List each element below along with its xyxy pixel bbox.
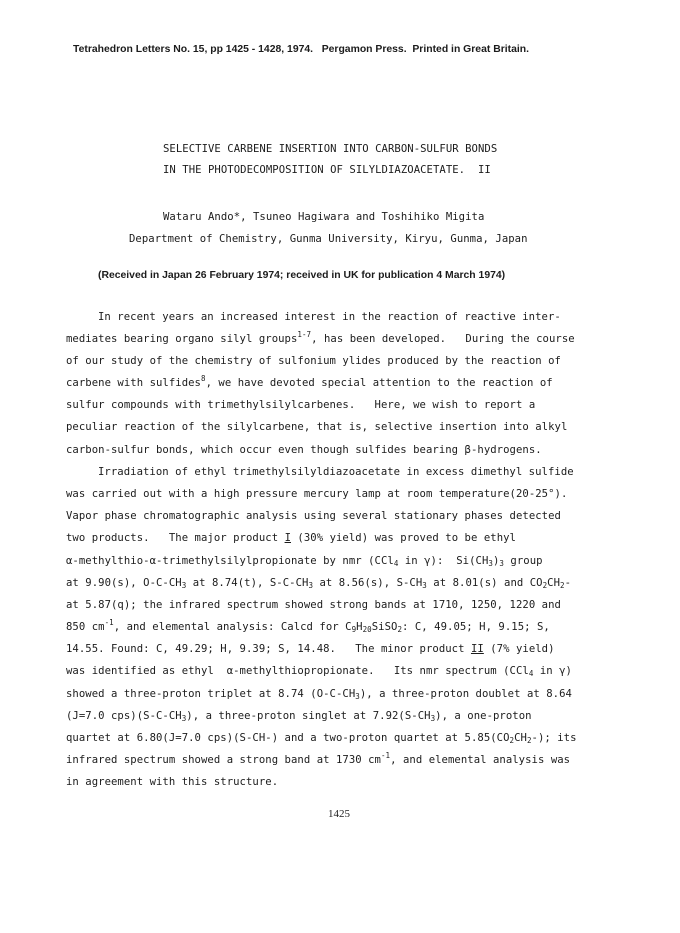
reference-superscript: 1-7 bbox=[297, 330, 312, 339]
title-line-2: IN THE PHOTODECOMPOSITION OF SILYLDIAZOACETATE. II bbox=[163, 164, 491, 176]
paragraph-2-line-5: α-methylthio-α-trimethylsilylpropionate by nmr (CCl$_4$ in γ): $Si(CH_3)_3$ group bbox=[66, 555, 543, 568]
paragraph-1-line-1: In recent years an increased interest in the reaction of reactive inter- bbox=[98, 311, 561, 323]
paragraph-1-line-2: mediates bearing organo silyl groups$^{1-7}$, has been developed. During the course bbox=[66, 330, 575, 345]
paragraph-2-line-8: 850 $cm^{-1}$, and elemental analysis: Calcd for $C_9H_{20}SiSO_2$: C, 49.05; H, 9.15; S, bbox=[66, 618, 550, 634]
paragraph-2-line-3: Vapor phase chromatographic analysis using several stationary phases detected bbox=[66, 510, 561, 522]
paragraph-2-line-4: two products. The major product I (30% yield) was proved to be ethyl bbox=[66, 532, 516, 544]
paragraph-2-line-13: quartet at 6.80(J=7.0 cps)(S-CH-) and a two-proton quartet at $5.85(CO_2CH_2-)$; its bbox=[66, 732, 577, 745]
author-names: Wataru Ando*, Tsuneo Hagiwara and Toshihiko Migita bbox=[163, 211, 485, 223]
journal-header: Tetrahedron Letters No. 15, pp 1425 - 1428, 1974. Pergamon Press. Printed in Great Britain. bbox=[73, 44, 530, 55]
paragraph-2-line-12: (J=7.0 $cps)(S-C-CH_3)$, a three-proton singlet at $7.92(S-CH_3)$, a one-proton bbox=[66, 710, 532, 723]
paragraph-2-line-1: Irradiation of ethyl trimethylsilyldiazoacetate in excess dimethyl sulfide bbox=[98, 466, 574, 478]
paragraph-1-line-5: sulfur compounds with trimethylsilylcarbenes. Here, we wish to report a bbox=[66, 399, 536, 411]
paragraph-1-line-6: peculiar reaction of the silylcarbene, that is, selective insertion into alkyl bbox=[66, 421, 568, 433]
paragraph-2-line-7: at 5.87(q); the infrared spectrum showed strong bands at 1710, 1250, 1220 and bbox=[66, 599, 561, 611]
paragraph-1-line-3: of our study of the chemistry of sulfonium ylides produced by the reaction of bbox=[66, 355, 561, 367]
paragraph-2-line-11: showed a three-proton triplet at 8.74 $(O-C-CH_3)$, a three-proton doublet at 8.64 bbox=[66, 688, 572, 701]
paragraph-1-line-7: carbon-sulfur bonds, which occur even though sulfides bearing β-hydrogens. bbox=[66, 444, 542, 456]
paragraph-2-line-15: in agreement with this structure. bbox=[66, 776, 279, 788]
paragraph-2-line-10: was identified as ethyl α-methylthiopropionate. Its nmr spectrum (CCl$_4$ in γ) bbox=[66, 665, 572, 678]
paragraph-2-line-9: 14.55. Found: C, 49.29; H, 9.39; S, 14.48. The minor product II (7% yield) bbox=[66, 643, 555, 655]
author-affiliation: Department of Chemistry, Gunma University, Kiryu, Gunma, Japan bbox=[129, 233, 528, 245]
title-line-1: SELECTIVE CARBENE INSERTION INTO CARBON-SULFUR BONDS bbox=[163, 143, 498, 155]
paragraph-2-line-2: was carried out with a high pressure mercury lamp at room temperature(20-25°). bbox=[66, 488, 568, 500]
paragraph-2-line-6: at 9.90(s), $O-C-CH_3$ at 8.74(t), $S-C-CH_3$ at 8.56(s), $S-CH_3$ at 8.01(s) and $CO_2CH_2-$ bbox=[66, 577, 572, 590]
received-dates: (Received in Japan 26 February 1974; received in UK for publication 4 March 1974) bbox=[98, 270, 506, 281]
reference-superscript: 8 bbox=[201, 374, 206, 383]
paragraph-2-line-14: infrared spectrum showed a strong band at 1730 $cm^{-1}$, and elemental analysis was bbox=[66, 751, 571, 766]
paragraph-1-line-4: carbene with sulfides$^8$, we have devoted special attention to the reaction of bbox=[66, 374, 553, 389]
page-number: 1425 bbox=[328, 808, 350, 820]
